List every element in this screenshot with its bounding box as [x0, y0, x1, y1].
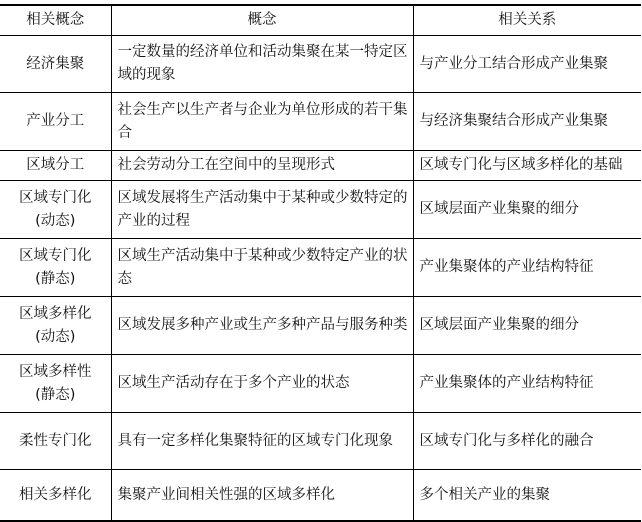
table-row [0, 151, 641, 181]
relation-cell: 与产业分工结合形成产业集聚 [413, 36, 641, 93]
term-cell [0, 151, 111, 181]
concept-table [0, 4, 641, 522]
definition-cell: 集聚产业间相关性强的区域多样化 [111, 470, 413, 522]
term-qualifier: (动态) [35, 328, 76, 345]
term-text: 相关多样化 [19, 486, 92, 503]
table-row [0, 181, 641, 239]
term-cell [0, 297, 111, 355]
term-text: 经济集聚 [26, 55, 85, 72]
term-cell [0, 413, 111, 470]
header-row [0, 5, 641, 36]
definition-cell: 区域发展将生产活动集中于某种或少数特定的产业的过程 [111, 181, 413, 239]
definition-cell: 社会劳动分工在空间中的呈现形式 [111, 151, 413, 181]
table-row [0, 93, 641, 151]
relation-cell: 多个相关产业的集聚 [413, 470, 641, 522]
term-text: 区域分工 [26, 157, 85, 173]
relation-cell: 区域层面产业集聚的细分 [413, 297, 641, 355]
term-cell [0, 181, 111, 239]
relation-cell: 区域层面产业集聚的细分 [413, 181, 641, 239]
table-row [0, 239, 641, 297]
term-text: 区域多样化 [19, 305, 92, 322]
term-cell [0, 239, 111, 297]
table-row [0, 297, 641, 355]
header-related-concept: 相关概念 [26, 12, 85, 28]
table-body [0, 36, 641, 522]
table-header [0, 5, 641, 36]
term-cell [0, 470, 111, 522]
term-text: 区域多样性 [19, 363, 92, 380]
term-text: 区域专门化 [19, 247, 92, 264]
definition-cell: 区域生产活动存在于多个产业的状态 [111, 355, 413, 413]
term-qualifier: (静态) [35, 386, 76, 403]
definition-cell: 一定数量的经济单位和活动集聚在某一特定区域的现象 [111, 36, 413, 93]
definition-cell: 具有一定多样化集聚特征的区域专门化现象 [111, 413, 413, 470]
definition-cell: 社会生产以生产者与企业为单位形成的若干集合 [111, 93, 413, 151]
table-row [0, 470, 641, 522]
definition-cell: 区域生产活动集中于某种或少数特定产业的状态 [111, 239, 413, 297]
table-row [0, 413, 641, 470]
term-qualifier: (动态) [35, 212, 76, 229]
concept-table-container [0, 4, 641, 522]
header-concept: 概念 [111, 5, 413, 36]
relation-cell: 产业集聚体的产业结构特征 [413, 239, 641, 297]
term-qualifier: (静态) [35, 270, 76, 287]
term-text: 产业分工 [26, 113, 85, 129]
table-row [0, 36, 641, 93]
term-text: 柔性专门化 [19, 432, 92, 449]
relation-cell: 与经济集聚结合形成产业集聚 [413, 93, 641, 151]
table-row [0, 355, 641, 413]
header-related-relation: 相关关系 [413, 5, 641, 36]
term-text: 区域专门化 [19, 189, 92, 206]
definition-cell: 区域发展多种产业或生产多种产品与服务种类 [111, 297, 413, 355]
relation-cell: 区域专门化与多样化的融合 [413, 413, 641, 470]
term-cell [0, 355, 111, 413]
term-cell [0, 93, 111, 151]
term-cell [0, 36, 111, 93]
relation-cell: 产业集聚体的产业结构特征 [413, 355, 641, 413]
relation-cell: 区域专门化与区域多样化的基础 [413, 151, 641, 181]
